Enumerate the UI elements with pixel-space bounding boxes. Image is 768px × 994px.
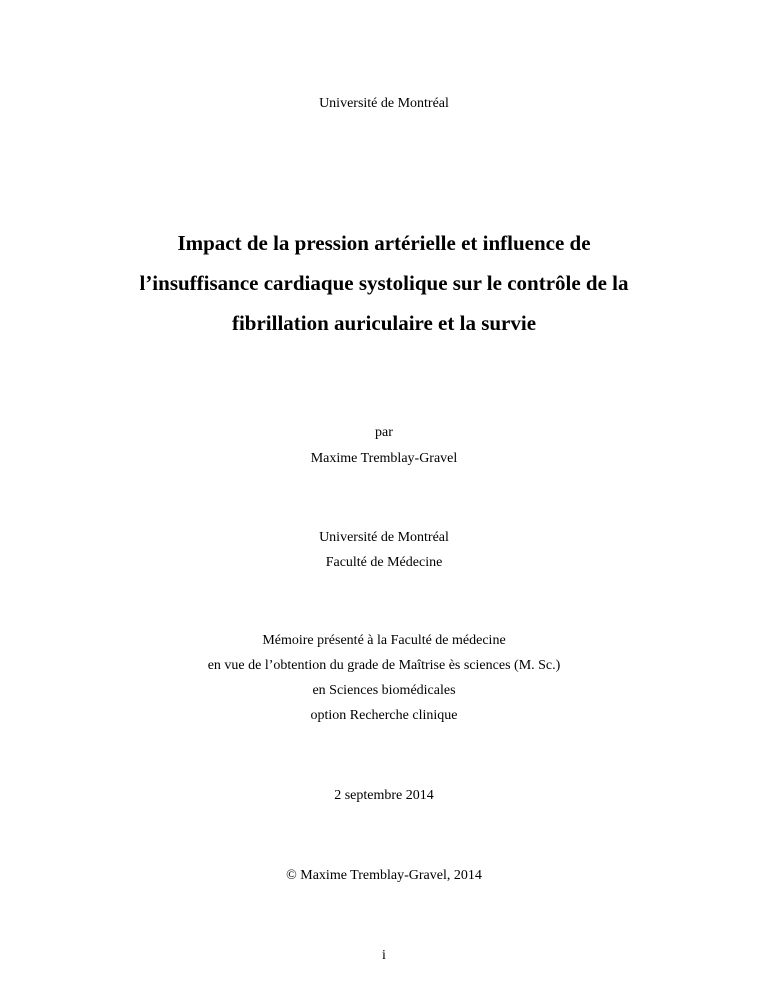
thesis-title-line-1: Impact de la pression artérielle et influence de [177, 231, 591, 255]
affiliation-faculty: Faculté de Médecine [325, 555, 443, 570]
submission-date: 2 septembre 2014 [334, 788, 434, 803]
affiliation-university: Université de Montréal [319, 530, 449, 545]
submission-line-1: Mémoire présenté à la Faculté de médecine [262, 633, 506, 648]
submission-line-2: en vue de l’obtention du grade de Maîtrise ès sciences (M. Sc.) [207, 658, 561, 673]
submission-line-3: en Sciences biomédicales [312, 683, 456, 698]
page-number: i [382, 948, 386, 963]
copyright-notice: © Maxime Tremblay-Gravel, 2014 [286, 868, 482, 883]
submission-line-4: option Recherche clinique [310, 708, 458, 723]
thesis-title-line-3: fibrillation auriculaire et la survie [231, 311, 537, 335]
header-university: Université de Montréal [319, 96, 449, 111]
thesis-title-line-2: l’insuffisance cardiaque systolique sur le contrôle de la [139, 271, 629, 295]
author-name: Maxime Tremblay-Gravel [310, 451, 458, 466]
author-by: par [375, 425, 393, 440]
